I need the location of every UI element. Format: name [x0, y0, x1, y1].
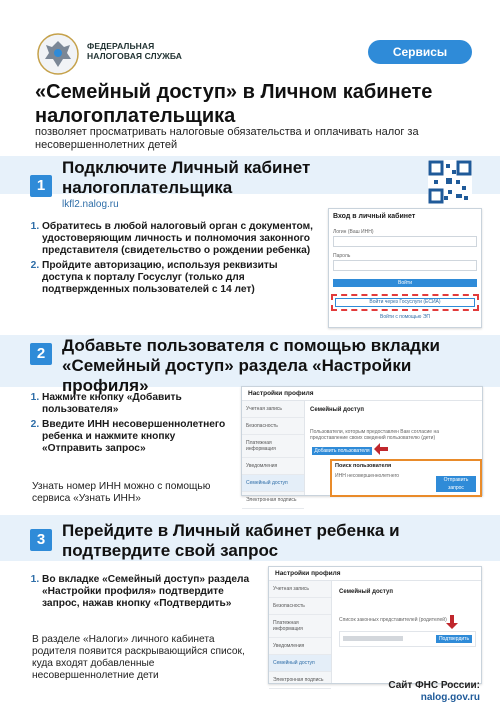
section3-note: В разделе «Налоги» личного кабинета родителя появится раскрывающийся список, куда входят добавленные несовершеннолетние дети: [32, 634, 245, 681]
send-request-button[interactable]: Отправить запрос: [436, 476, 476, 492]
menu-item[interactable]: Учетная запись: [269, 581, 331, 598]
menu-item[interactable]: Безопасность: [242, 418, 304, 435]
login-screenshot: [328, 208, 482, 328]
section2-note: Узнать номер ИНН можно с помощью сервиса «Узнать ИНН»: [32, 481, 211, 504]
dialog-text: ИНН несовершеннолетнего: [335, 473, 400, 479]
login-label: Логин (Ваш ИНН): [333, 229, 374, 235]
menu-item[interactable]: Уведомления: [242, 458, 304, 475]
menu-item[interactable]: Уведомления: [269, 638, 331, 655]
menu-item[interactable]: Электронная подпись: [269, 672, 331, 689]
section2-steps: [28, 392, 236, 458]
search-user-dialog: [330, 459, 482, 497]
password-label: Пароль: [333, 253, 351, 259]
qr-code-icon: [428, 160, 472, 204]
section1-heading: Подключите Личный кабинет налогоплательщика: [62, 158, 311, 197]
settings-menu: [269, 581, 332, 683]
family-access-screenshot: [241, 386, 483, 503]
parent-name-redacted: [343, 636, 403, 641]
ep-button[interactable]: Войти с помощью ЭП: [379, 314, 431, 320]
menu-item[interactable]: Платежная информация: [269, 615, 331, 638]
section1-step: 1. Обратитесь в любой налоговый орган с документом, удостоверяющим личность и полномочия законного представителя (свидетельство о рождении ребенка): [42, 221, 318, 257]
family-desc: Пользователи, которым предоставлен Вам согласие на предоставление своих сведений пользователю (дети): [310, 429, 440, 441]
org-name: ФЕДЕРАЛЬНАЯ НАЛОГОВАЯ СЛУЖБА: [87, 41, 182, 61]
profile-settings-title: Настройки профиля: [269, 567, 481, 581]
password-input[interactable]: [333, 260, 477, 271]
section2-step: 1. Нажмите кнопку «Добавить пользователя»: [42, 392, 236, 416]
menu-item-family[interactable]: Семейный доступ: [242, 475, 304, 492]
login-input[interactable]: [333, 236, 477, 247]
section2-number: 2: [30, 343, 52, 365]
confirm-screenshot: [268, 566, 482, 684]
gosuslugi-highlight: [331, 294, 479, 311]
menu-item[interactable]: Платежная информация: [242, 435, 304, 458]
section3-steps: [28, 574, 253, 613]
lk-link[interactable]: lkfl2.nalog.ru: [62, 199, 119, 210]
menu-item[interactable]: Электронная подпись: [242, 492, 304, 509]
services-button[interactable]: Сервисы: [368, 40, 472, 64]
add-user-button[interactable]: Добавить пользователя: [312, 447, 372, 455]
footer-label: Сайт ФНС России:: [388, 680, 480, 691]
page-subtitle: позволяет просматривать налоговые обязательства и оплачивать налог за несовершеннолетних детей: [35, 126, 419, 151]
menu-item-family[interactable]: Семейный доступ: [269, 655, 331, 672]
arrow-left-icon: [374, 443, 388, 455]
section3-step: 1. Во вкладке «Семейный доступ» раздела «Настройки профиля» подтвердите запрос, нажав кнопку «Подтвердить»: [42, 574, 253, 610]
family-section-title: Семейный доступ: [310, 407, 364, 413]
page-title: «Семейный доступ» в Личном кабинете налогоплательщика: [35, 81, 433, 127]
footer-link[interactable]: nalog.gov.ru: [420, 692, 480, 703]
section2-heading: Добавьте пользователя с помощью вкладки «Семейный доступ» раздела «Настройки профиля»: [62, 336, 440, 395]
section3-heading: Перейдите в Личный кабинет ребенка и подтвердите свой запрос: [62, 521, 400, 560]
section2-step: 2. Введите ИНН несовершеннолетнего ребенка и нажмите кнопку «Отправить запрос»: [42, 419, 236, 455]
family-section-title: Семейный доступ: [339, 589, 393, 595]
dialog-title: Поиск пользователя: [335, 463, 392, 469]
fns-emblem-icon: [37, 33, 79, 75]
arrow-down-icon: [446, 615, 458, 629]
login-button[interactable]: Войти: [333, 279, 477, 287]
menu-item[interactable]: Безопасность: [269, 598, 331, 615]
section3-number: 3: [30, 529, 52, 551]
parent-row: [339, 631, 476, 647]
footer: [360, 680, 480, 704]
login-title: Вход в личный кабинет: [333, 213, 416, 220]
gosuslugi-button[interactable]: Войти через Госуслуги (ЕСИА): [335, 298, 475, 307]
parents-list-title: Список законных представителей (родителей): [339, 617, 447, 623]
settings-menu: [242, 401, 305, 503]
section1-step: 2. Пройдите авторизацию, используя реквизиты доступа к порталу Госуслуг (только для подтвержденных пользователей с 14 лет): [42, 260, 318, 296]
menu-item[interactable]: Учетная запись: [242, 401, 304, 418]
section1-number: 1: [30, 175, 52, 197]
section1-steps: [28, 221, 318, 299]
confirm-button[interactable]: Подтвердить: [436, 635, 472, 643]
profile-settings-title: Настройки профиля: [242, 387, 482, 401]
